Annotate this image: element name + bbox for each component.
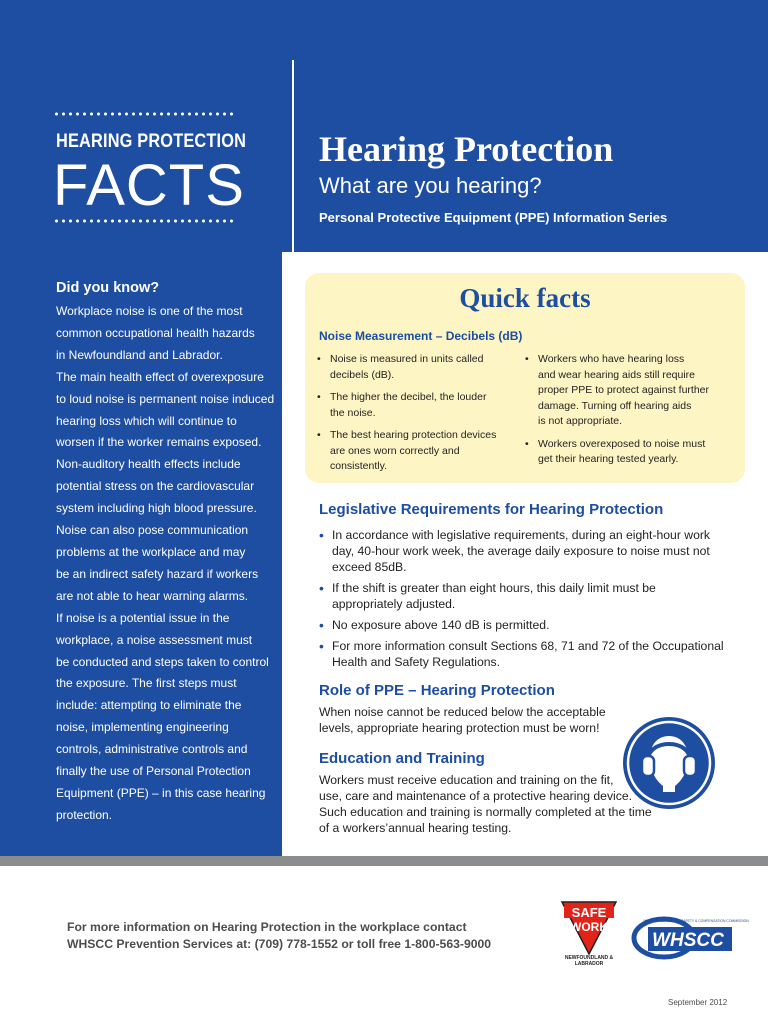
- quick-facts-list-left: [317, 352, 517, 482]
- text-line: potential stress on the cardiovascular: [56, 479, 255, 494]
- text-line: controls, administrative controls and: [56, 742, 248, 757]
- text-line: workplace, a noise assessment must: [56, 632, 253, 647]
- text-line: worsen if the worker remains exposed.: [56, 435, 262, 450]
- header-divider: [292, 60, 294, 252]
- text-line: • Workers overexposed to noise must: [538, 437, 706, 450]
- text-line: to loud noise is permanent noise induced: [56, 391, 275, 406]
- role-of-ppe-text: [319, 704, 606, 736]
- page-title: Hearing Protection: [319, 129, 614, 169]
- text-line: Such education and training is normally completed at the time: [319, 805, 652, 819]
- series-label: HEARING PROTECTION: [56, 131, 247, 152]
- text-line: • No exposure above 140 dB is permitted.: [332, 618, 550, 632]
- text-line: common occupational health hazards: [56, 325, 255, 340]
- text-line: exceed 85dB.: [332, 560, 407, 574]
- quick-facts-list-right: [525, 352, 737, 475]
- list-item: [525, 437, 737, 468]
- list-item: [317, 428, 517, 475]
- footer-band: [0, 856, 768, 866]
- text-line: and wear hearing aids still require: [538, 368, 696, 381]
- list-item: [319, 638, 739, 670]
- text-line: decibels (dB).: [330, 368, 395, 381]
- text-line: • The higher the decibel, the louder: [330, 391, 487, 403]
- quick-facts-heading: Quick facts: [459, 283, 591, 313]
- education-text: [319, 772, 652, 836]
- text-line: Equipment (PPE) – in this case hearing: [56, 785, 266, 800]
- safework-bottom-text: WORK: [570, 920, 608, 934]
- text-line: problems at the workplace and may: [56, 544, 246, 559]
- text-line: hearing loss which will continue to: [56, 413, 237, 428]
- text-line: • Workers who have hearing loss: [538, 353, 685, 365]
- text-line: Non-auditory health effects include: [56, 457, 241, 472]
- text-line: • Noise is measured in units called: [330, 353, 484, 365]
- education-heading: Education and Training: [319, 750, 485, 767]
- text-line: is not appropriate.: [538, 415, 623, 427]
- whscc-text: WHSCC: [652, 930, 724, 951]
- text-line: If noise is a potential issue in the: [56, 610, 230, 625]
- text-line: be conducted and steps taken to control: [56, 654, 269, 669]
- text-line: the noise.: [330, 406, 376, 419]
- text-line: • For more information consult Sections 68, 71 and 72 of the Occupational: [332, 639, 724, 653]
- noise-measurement-subheading: Noise Measurement – Decibels (dB): [319, 329, 523, 343]
- text-line: When noise cannot be reduced below the acceptable: [319, 705, 606, 719]
- quick-facts-box: [305, 273, 745, 483]
- list-item: [525, 352, 737, 430]
- text-line: Workers must receive education and training on the fit,: [319, 773, 614, 787]
- page-subtitle: What are you hearing?: [319, 173, 542, 198]
- list-item: [319, 527, 739, 575]
- text-line: • The best hearing protection devices: [330, 429, 497, 441]
- text-line: include: attempting to eliminate the: [56, 698, 242, 713]
- text-line: get their hearing tested yearly.: [538, 453, 679, 465]
- text-line: Workplace noise is one of the most: [56, 304, 243, 318]
- text-line: levels, appropriate hearing protection must be worn!: [319, 721, 600, 735]
- list-item: [317, 390, 517, 421]
- text-line: proper PPE to protect against further: [538, 384, 710, 396]
- text-line: Health and Safety Regulations.: [332, 655, 501, 669]
- text-line: are ones worn correctly and: [330, 444, 460, 457]
- text-line: appropriately adjusted.: [332, 597, 456, 611]
- legislative-heading: Legislative Requirements for Hearing Protection: [319, 501, 664, 518]
- did-you-know-heading: Did you know?: [56, 280, 160, 296]
- text-line: consistently.: [330, 460, 387, 472]
- text-line: Noise can also pose communication: [56, 523, 249, 538]
- text-line: noise, implementing engineering: [56, 720, 229, 735]
- text-line: use, care and maintenance of a protective hearing device.: [319, 789, 633, 803]
- safework-subtitle: NEWFOUNDLAND & LABRADOR: [564, 955, 614, 967]
- text-line: • In accordance with legislative requirements, during an eight-hour work: [332, 528, 711, 542]
- text-line: For more information on Hearing Protection in the workplace contact: [67, 920, 467, 934]
- text-line: be an indirect safety hazard if workers: [56, 566, 259, 581]
- text-line: of a workers’annual hearing testing.: [319, 821, 512, 835]
- whscc-small-text: WORKPLACE HEALTH, SAFETY & COMPENSATION COMMISSION: [643, 919, 749, 923]
- role-of-ppe-heading: Role of PPE – Hearing Protection: [319, 682, 555, 699]
- text-line: finally the use of Personal Protection: [56, 764, 251, 779]
- text-line: the exposure. The first steps must: [56, 676, 237, 691]
- safework-top-text: SAFE: [571, 905, 607, 920]
- text-line: in Newfoundland and Labrador.: [56, 347, 223, 362]
- list-item: [317, 352, 517, 383]
- text-line: • If the shift is greater than eight hours, this daily limit must be: [332, 581, 656, 595]
- facts-label: FACTS: [53, 153, 245, 218]
- text-line: are not able to hear warning alarms.: [56, 588, 249, 603]
- publication-date: September 2012: [668, 998, 728, 1007]
- text-line: damage. Turning off hearing aids: [538, 399, 692, 412]
- text-line: day, 40-hour work week, the average daily exposure to noise must not: [332, 544, 710, 558]
- contact-info: [67, 919, 491, 953]
- dotted-rule-top: [53, 112, 235, 116]
- series-name: Personal Protective Equipment (PPE) Information Series: [319, 210, 668, 225]
- text-line: The main health effect of overexposure: [56, 369, 264, 384]
- text-line: system including high blood pressure.: [56, 501, 257, 516]
- text-line: protection.: [56, 807, 113, 822]
- text-line: WHSCC Prevention Services at: (709) 778-1552 or toll free 1-800-563-9000: [67, 937, 492, 951]
- list-item: [319, 580, 739, 612]
- list-item: [319, 617, 739, 633]
- ear-protection-icon: [622, 716, 716, 810]
- did-you-know-text: [56, 301, 274, 827]
- legislative-list: [319, 527, 739, 675]
- dotted-rule-bottom: [53, 219, 235, 223]
- whscc-logo: [630, 912, 749, 960]
